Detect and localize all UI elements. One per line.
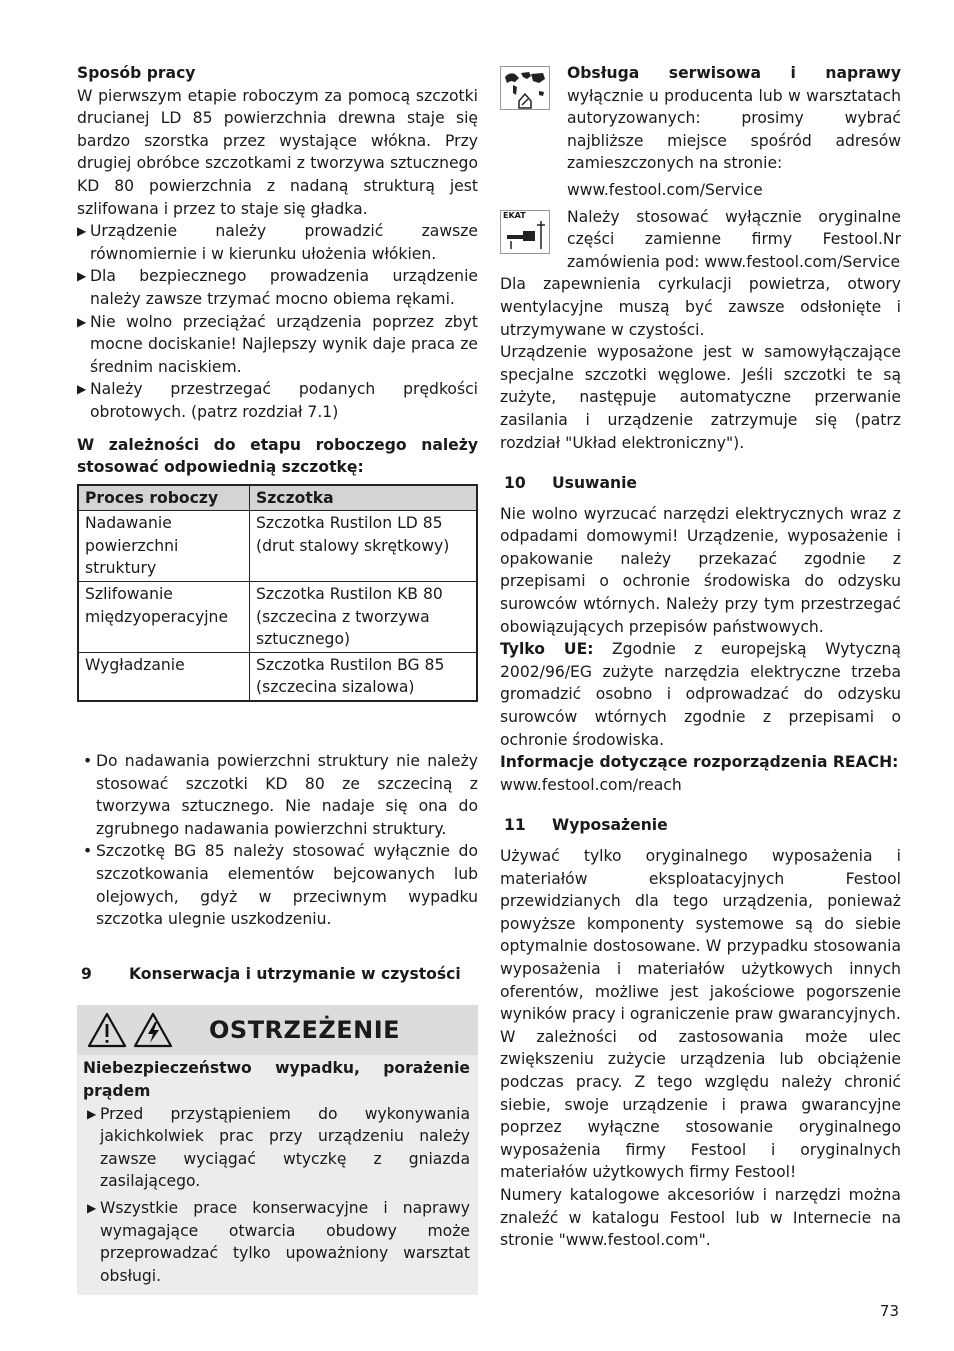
section-10-heading: 10 Usuwanie xyxy=(504,474,637,493)
service-block xyxy=(500,62,901,202)
arrow-right-icon: ▶ xyxy=(77,224,87,239)
arrow-right-icon: ▶ xyxy=(87,1200,97,1215)
warning-triangle-icon xyxy=(87,1012,127,1048)
ekat-block xyxy=(500,206,901,274)
arrow-right-icon: ▶ xyxy=(77,382,87,397)
disposal-text: Nie wolno wyrzucać narzędzi elektrycznych wraz z odpadami domowymi! Urządzenie, wyposażenie i opakowanie należy przekazać zgodnie z przepisami o ochronie środowiska do odzysku surowców wtórnych. Należy przy tym przestrzegać obowiązujących przepisów państwowych. xyxy=(500,504,901,636)
table-header-row xyxy=(78,485,477,511)
accessories-text-2: W zależności od zastosowania może ulec zwiększeniu zużycie urządzenia lub obciążenie podczas pracy. Z tego względu należy chronić siebie, swoje urządzenie i prawa gwarancyjne poprzez wyłączne stosowanie oryginalnego wyposażenia firmy Festool i oryginalnych materiałów użytkowych firmy Festool! xyxy=(500,1027,901,1182)
arrow-right-icon: ▶ xyxy=(87,1106,97,1121)
instruction-item: ▶ Nie wolno przeciążać urządzenia poprzez zbyt mocne dociskanie! Najlepszy wynik daje praca ze średnim naciskiem. xyxy=(77,312,478,376)
brush-table xyxy=(77,484,478,702)
sposob-pracy-text: W pierwszym etapie roboczym za pomocą szczotki drucianej LD 85 powierzchnia drewna staje się bardzo szorstka przez wystające włókna. Przy drugiej obróbce szczotkami z tworzywa sztucznego KD 80 powierzchnia z nadaną strukturą jest szlifowana i przez to staje się gładka. xyxy=(77,86,478,218)
accessories-text-3: Numery katalogowe akcesoriów i narzędzi można znaleźć w katalogu Festool lub w Internecie na stronie "www.festool.com". xyxy=(500,1185,901,1250)
service-url: www.festool.com/Service xyxy=(567,180,763,199)
reach-heading: Informacje dotyczące rozporządzenia REACH: xyxy=(500,753,899,772)
table-cell: Szlifowanie międzyoperacyjne xyxy=(78,582,250,653)
instruction-item: ▶ Należy przestrzegać podanych prędkości obrotowych. (patrz rozdział 7.1) xyxy=(77,380,478,421)
bullet-item: • Szczotkę BG 85 należy stosować wyłącznie do szczotkowania elementów bejcowanych lub olejowych, gdyż w przeciwnym wypadku szczotka ulegnie uszkodzeniu. xyxy=(83,842,478,929)
arrow-right-icon: ▶ xyxy=(77,314,87,329)
table-row xyxy=(78,511,477,582)
table-cell: Wygładzanie xyxy=(78,652,250,701)
warning-subtitle: Niebezpieczeństwo wypadku, porażenie prądem xyxy=(83,1059,470,1100)
table-cell: Nadawanie powierzchni struktury xyxy=(78,511,250,582)
right-column xyxy=(500,62,901,1252)
brushes-text: Urządzenie wyposażone jest w samowyłączające specjalne szczotki węglowe. Jeśli szczotki te są zużyte, następuje automatyczne przerwanie zasilania i urządzenie zatrzymuje się (patrz rozdział "Układ elektroniczny"). xyxy=(500,343,901,452)
bullet-icon: • xyxy=(83,752,93,771)
warning-item: ▶ Przed przystąpieniem do wykonywania jakichkolwiek prac przy urządzeniu należy zawsze wyciągać wtyczkę z gniazda zasilającego. xyxy=(87,1104,470,1191)
table-header-cell: Proces roboczy xyxy=(78,485,250,511)
table-cell: Szczotka Rustilon KB 80 (szczecina z tworzywa sztucznego) xyxy=(250,582,478,653)
table-row xyxy=(78,582,477,653)
accessories-text-1: Używać tylko oryginalnego wyposażenia i materiałów eksploatacyjnych Festool przewidzianych dla tego urządzenia, ponieważ powyższe komponenty systemowe są do siebie optymalnie dostosowane. W przypadku stosowania wyposażenia i materiałów użytkowych innych oferentów, możliwe jest jakościowe pogorszenie wyników pracy i ograniczenie praw gwarancyjnych. xyxy=(500,847,901,1024)
left-column xyxy=(77,62,478,1295)
eu-text: Tylko UE: Zgodnie z europejską Wytyczną 2002/96/EG zużyte narzędzia elektryczne trzeba gromadzić osobno i odprowadzać do odzysku surowców wtórnych zgodnie z przepisami o ochronie środowiska. xyxy=(500,640,901,749)
instruction-item: ▶ Dla bezpiecznego prowadzenia urządzenie należy zawsze trzymać mocno obiema rękami. xyxy=(77,267,478,308)
table-cell: Szczotka Rustilon LD 85 (drut stalowy skrętkowy) xyxy=(250,511,478,582)
bullet-icon: • xyxy=(83,842,93,861)
section-9-heading: 9 Konserwacja i utrzymanie w czystości xyxy=(81,964,461,983)
ekat-parts-icon: EKAT xyxy=(500,210,550,254)
world-service-icon xyxy=(500,66,550,110)
warning-header xyxy=(77,1005,478,1055)
table-header-cell: Szczotka xyxy=(250,485,478,511)
sposob-pracy-heading: Sposób pracy xyxy=(77,64,196,82)
section-11-heading: 11 Wyposażenie xyxy=(504,816,668,835)
page-number: 73 xyxy=(879,1302,899,1320)
warning-box xyxy=(77,1005,478,1295)
bullet-item: • Do nadawania powierzchni struktury nie należy stosować szczotki KD 80 ze szczeciną z tworzywa sztucznego. Nie nadaje się ona do zgrubnego nadawania powierzchni struktury. xyxy=(83,752,478,838)
warning-item: ▶ Wszystkie prace konserwacyjne i naprawy wymagające otwarcia obudowy może przeprowadzać tylko upoważniony warsztat obsługi. xyxy=(87,1198,470,1285)
table-intro: W zależności do etapu roboczego należy stosować odpowiednią szczotkę: xyxy=(77,435,478,477)
service-text: Obsługa serwisowa i naprawy wyłącznie u producenta lub w warsztatach autoryzowanych: prosimy wybrać najbliższe miejsce spośród adresów zamieszczonych na stronie: xyxy=(567,64,901,173)
electric-hazard-icon xyxy=(133,1012,173,1048)
reach-url: www.festool.com/reach xyxy=(500,775,682,794)
warning-body xyxy=(77,1055,478,1295)
warning-title: OSTRZEŻENIE xyxy=(209,1016,401,1045)
table-cell: Szczotka Rustilon BG 85 (szczecina sizalowa) xyxy=(250,652,478,701)
table-row xyxy=(78,652,477,701)
instruction-item: ▶ Urządzenie należy prowadzić zawsze równomiernie i w kierunku ułożenia włókien. xyxy=(77,222,478,263)
cooling-text: Dla zapewnienia cyrkulacji powietrza, otwory wentylacyjne muszą być zawsze odsłonięte i utrzymywane w czystości. xyxy=(500,275,901,339)
arrow-right-icon: ▶ xyxy=(77,269,87,284)
ekat-text: Należy stosować wyłącznie oryginalne części zamienne firmy Festool.Nr zamówienia pod: www.festool.com/Service xyxy=(567,207,901,271)
